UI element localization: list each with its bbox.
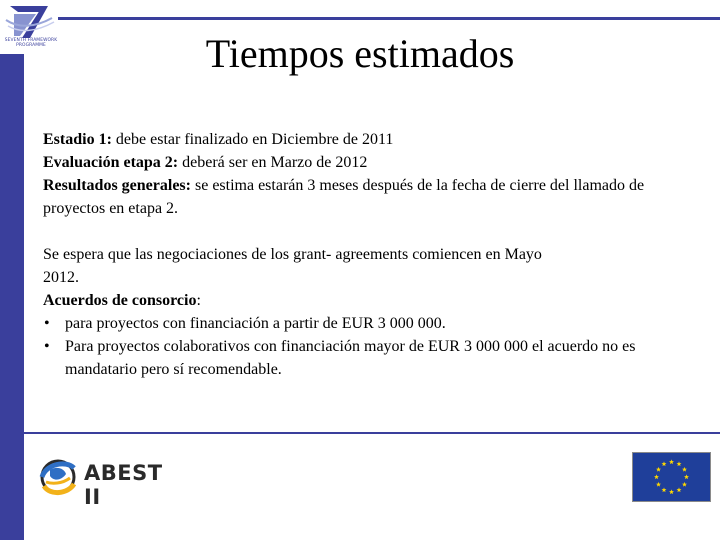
bullet-icon: • bbox=[44, 315, 50, 332]
slide-body bbox=[43, 128, 683, 381]
eu-flag bbox=[632, 452, 711, 502]
bullet-item-2 bbox=[43, 335, 683, 381]
eu-star bbox=[677, 487, 682, 492]
top-divider bbox=[57, 17, 720, 20]
eu-star bbox=[669, 459, 674, 464]
bullet-text-1: para proyectos con financiación a partir de EUR 3 000 000. bbox=[65, 315, 446, 332]
eu-star bbox=[682, 482, 687, 487]
results-text: se estima estarán 3 meses después de la fecha de cierre del llamado de proyectos en etapa 2. bbox=[43, 177, 645, 217]
bullet-icon: • bbox=[44, 338, 50, 355]
consortium-heading bbox=[43, 289, 683, 312]
eu-star bbox=[684, 474, 689, 479]
stage2-label: Evaluación etapa 2: bbox=[43, 154, 179, 171]
consortium-colon: : bbox=[196, 292, 201, 309]
abest-logo bbox=[36, 454, 186, 509]
results-label: Resultados generales: bbox=[43, 177, 191, 194]
stage2-text: deberá ser en Marzo de 2012 bbox=[178, 154, 368, 171]
eu-star bbox=[656, 467, 661, 472]
bullet-text-2: Para proyectos colaborativos con financiación mayor de EUR 3 000 000 el acuerdo no es mandatario pero sí recomendable. bbox=[65, 338, 636, 378]
bullet-item-1 bbox=[43, 312, 683, 335]
eu-star bbox=[669, 489, 674, 494]
eu-star bbox=[662, 461, 667, 466]
eu-star bbox=[656, 482, 661, 487]
eu-star bbox=[682, 467, 687, 472]
results-line bbox=[43, 174, 683, 220]
stage1-line bbox=[43, 128, 683, 151]
eu-star bbox=[654, 474, 659, 479]
negotiations-line-2: 2012. bbox=[43, 269, 79, 286]
eu-star bbox=[677, 461, 682, 466]
page-title bbox=[0, 30, 720, 78]
stage1-label: Estadio 1: bbox=[43, 131, 112, 148]
abest-globe-icon bbox=[36, 454, 80, 500]
stage1-text: debe estar finalizado en Diciembre de 2011 bbox=[111, 131, 394, 148]
bottom-divider bbox=[24, 432, 720, 434]
eu-stars-icon bbox=[633, 453, 710, 501]
title-text: Tiempos estimados bbox=[205, 31, 515, 76]
left-accent-bar bbox=[0, 0, 24, 540]
paragraph-gap bbox=[43, 220, 683, 243]
consortium-label: Acuerdos de consorcio bbox=[43, 292, 197, 309]
eu-star bbox=[662, 487, 667, 492]
fp7-caption: SEVENTH FRAMEWORK PROGRAMME bbox=[4, 38, 58, 48]
negotiations-line-1: Se espera que las negociaciones de los grant- agreements comiencen en Mayo bbox=[43, 246, 542, 263]
abest-wordmark: ABEST II bbox=[84, 461, 163, 509]
stage2-line bbox=[43, 151, 683, 174]
